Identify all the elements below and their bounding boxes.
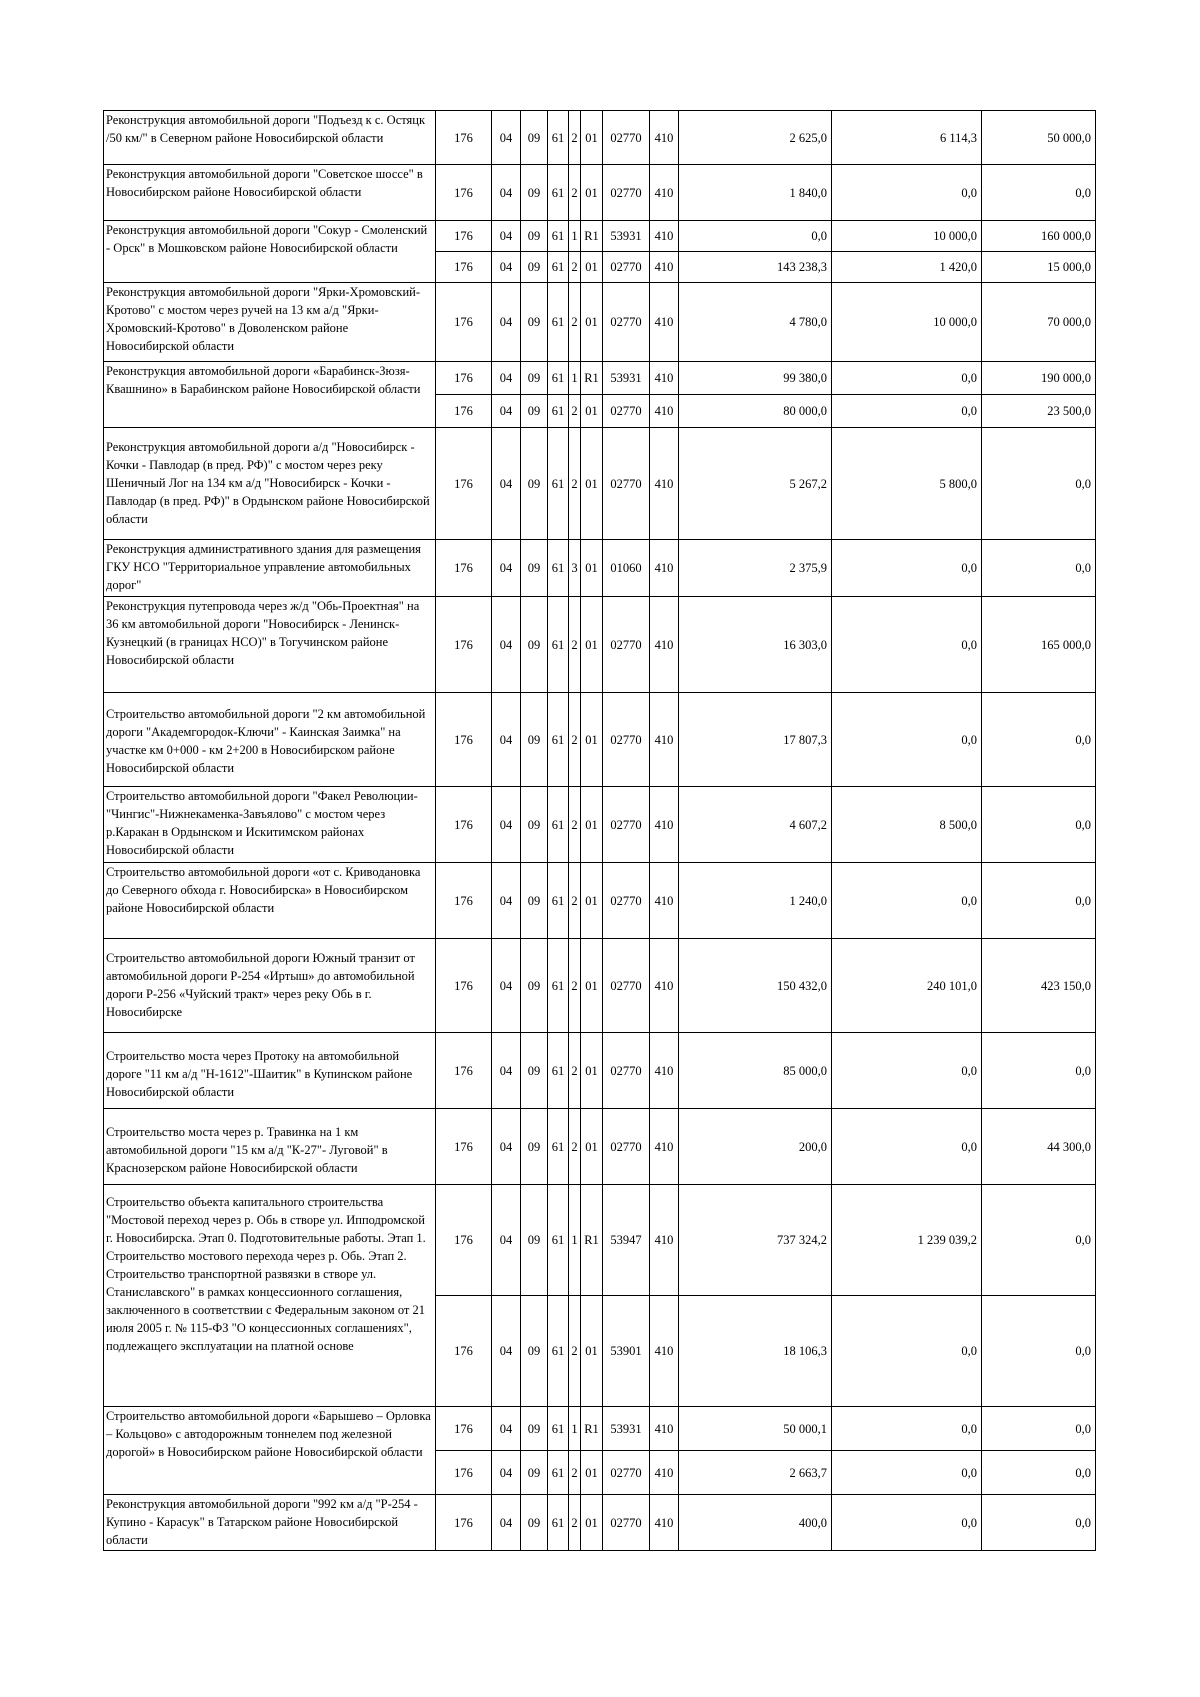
code-program-cell: 61: [548, 221, 569, 252]
amount-year1-cell: 4 780,0: [679, 283, 832, 362]
amount-year2-cell: 0,0: [832, 165, 982, 221]
code-subsection-cell: 09: [521, 1451, 548, 1495]
code-exp-type-cell: 410: [650, 111, 679, 165]
code-exp-type-cell: 410: [650, 1296, 679, 1407]
code-subprogram-cell: 2: [569, 1109, 581, 1185]
code-admin-cell: 176: [436, 221, 492, 252]
amount-year1-cell: 2 663,7: [679, 1451, 832, 1495]
code-program-cell: 61: [548, 597, 569, 693]
code-program-cell: 61: [548, 863, 569, 939]
amount-year3-cell: 190 000,0: [982, 362, 1096, 395]
amount-year3-cell: 165 000,0: [982, 597, 1096, 693]
code-section-cell: 04: [492, 1033, 521, 1109]
amount-year1-cell: 400,0: [679, 1495, 832, 1551]
code-exp-type-cell: 410: [650, 283, 679, 362]
code-direction-cell: 02770: [603, 939, 650, 1033]
code-admin-cell: 176: [436, 1495, 492, 1551]
code-subsection-cell: 09: [521, 1033, 548, 1109]
table-row: [104, 693, 1096, 787]
code-direction-cell: 02770: [603, 165, 650, 221]
code-subsection-cell: 09: [521, 597, 548, 693]
code-subprogram-cell: 2: [569, 597, 581, 693]
code-group-cell: R1: [581, 362, 603, 395]
code-program-cell: 61: [548, 1495, 569, 1551]
code-program-cell: 61: [548, 1109, 569, 1185]
code-admin-cell: 176: [436, 283, 492, 362]
code-section-cell: 04: [492, 540, 521, 597]
code-subsection-cell: 09: [521, 165, 548, 221]
code-group-cell: 01: [581, 165, 603, 221]
code-admin-cell: 176: [436, 787, 492, 863]
code-section-cell: 04: [492, 111, 521, 165]
code-group-cell: R1: [581, 221, 603, 252]
amount-year1-cell: 18 106,3: [679, 1296, 832, 1407]
code-group-cell: 01: [581, 1495, 603, 1551]
amount-year3-cell: 50 000,0: [982, 111, 1096, 165]
code-direction-cell: 02770: [603, 597, 650, 693]
code-exp-type-cell: 410: [650, 1185, 679, 1296]
code-subprogram-cell: 2: [569, 863, 581, 939]
code-subprogram-cell: 2: [569, 428, 581, 540]
code-section-cell: 04: [492, 693, 521, 787]
code-section-cell: 04: [492, 787, 521, 863]
code-exp-type-cell: 410: [650, 1109, 679, 1185]
amount-year1-cell: 1 840,0: [679, 165, 832, 221]
code-direction-cell: 02770: [603, 1495, 650, 1551]
code-program-cell: 61: [548, 1451, 569, 1495]
object-name-cell: Реконструкция автомобильной дороги "Ярки-Хромовский-Кротово" с мостом через ручей на 13 км а/д "Ярки-Хромовский-Кротово" в Доволенском районе Новосибирской области: [104, 283, 436, 362]
amount-year1-cell: 4 607,2: [679, 787, 832, 863]
amount-year2-cell: 0,0: [832, 540, 982, 597]
code-direction-cell: 02770: [603, 1033, 650, 1109]
amount-year3-cell: 0,0: [982, 1185, 1096, 1296]
object-name-cell: Строительство автомобильной дороги Южный транзит от автомобильной дороги Р-254 «Иртыш» до автомобильной дороги Р-256 «Чуйский тракт» через реку Обь в г. Новосибирске: [104, 939, 436, 1033]
amount-year3-cell: 0,0: [982, 1451, 1096, 1495]
amount-year3-cell: 0,0: [982, 1296, 1096, 1407]
code-group-cell: 01: [581, 428, 603, 540]
object-name-cell: Строительство автомобильной дороги "2 км автомобильной дороги "Академгородок-Ключи" - Каинская Заимка" на участке км 0+000 - км 2+200 в Новосибирском районе Новосибирской области: [104, 693, 436, 787]
code-subprogram-cell: 2: [569, 252, 581, 283]
code-subsection-cell: 09: [521, 787, 548, 863]
code-subsection-cell: 09: [521, 395, 548, 428]
code-subsection-cell: 09: [521, 939, 548, 1033]
code-subsection-cell: 09: [521, 1495, 548, 1551]
code-exp-type-cell: 410: [650, 221, 679, 252]
code-subsection-cell: 09: [521, 863, 548, 939]
amount-year3-cell: 0,0: [982, 863, 1096, 939]
code-subsection-cell: 09: [521, 428, 548, 540]
amount-year2-cell: 0,0: [832, 1407, 982, 1451]
code-exp-type-cell: 410: [650, 252, 679, 283]
amount-year2-cell: 0,0: [832, 1296, 982, 1407]
amount-year3-cell: 0,0: [982, 1495, 1096, 1551]
code-admin-cell: 176: [436, 1451, 492, 1495]
table-body: [104, 111, 1096, 1551]
amount-year1-cell: 5 267,2: [679, 428, 832, 540]
amount-year2-cell: 6 114,3: [832, 111, 982, 165]
code-group-cell: R1: [581, 1185, 603, 1296]
code-group-cell: 01: [581, 1451, 603, 1495]
table-row: [104, 1407, 1096, 1451]
code-direction-cell: 02770: [603, 863, 650, 939]
code-admin-cell: 176: [436, 1033, 492, 1109]
code-group-cell: 01: [581, 787, 603, 863]
amount-year1-cell: 143 238,3: [679, 252, 832, 283]
code-program-cell: 61: [548, 1185, 569, 1296]
code-group-cell: R1: [581, 1407, 603, 1451]
code-exp-type-cell: 410: [650, 939, 679, 1033]
code-exp-type-cell: 410: [650, 362, 679, 395]
code-subprogram-cell: 2: [569, 395, 581, 428]
amount-year3-cell: 423 150,0: [982, 939, 1096, 1033]
amount-year1-cell: 0,0: [679, 221, 832, 252]
code-subprogram-cell: 2: [569, 1033, 581, 1109]
table-row: [104, 1109, 1096, 1185]
code-direction-cell: 02770: [603, 787, 650, 863]
amount-year1-cell: 200,0: [679, 1109, 832, 1185]
code-group-cell: 01: [581, 1109, 603, 1185]
code-section-cell: 04: [492, 939, 521, 1033]
amount-year2-cell: 0,0: [832, 1033, 982, 1109]
amount-year3-cell: 0,0: [982, 165, 1096, 221]
code-subprogram-cell: 1: [569, 221, 581, 252]
code-subprogram-cell: 2: [569, 787, 581, 863]
code-subprogram-cell: 1: [569, 1185, 581, 1296]
amount-year3-cell: 0,0: [982, 1033, 1096, 1109]
amount-year2-cell: 1 239 039,2: [832, 1185, 982, 1296]
code-section-cell: 04: [492, 362, 521, 395]
code-group-cell: 01: [581, 1296, 603, 1407]
code-group-cell: 01: [581, 693, 603, 787]
code-admin-cell: 176: [436, 1109, 492, 1185]
code-exp-type-cell: 410: [650, 1407, 679, 1451]
object-name-cell: Строительство автомобильной дороги "Факел Революции-"Чингис"-Нижнекаменка-Завъялово" с мостом через р.Каракан в Ордынском и Искитимском районах Новосибирской области: [104, 787, 436, 863]
code-subsection-cell: 09: [521, 221, 548, 252]
object-name-cell: Реконструкция автомобильной дороги "Сокур - Смоленский - Орск" в Мошковском районе Новосибирской области: [104, 221, 436, 283]
table-row: [104, 111, 1096, 165]
amount-year3-cell: 160 000,0: [982, 221, 1096, 252]
code-direction-cell: 02770: [603, 111, 650, 165]
table-row: [104, 787, 1096, 863]
amount-year3-cell: 23 500,0: [982, 395, 1096, 428]
code-subprogram-cell: 2: [569, 1451, 581, 1495]
code-subsection-cell: 09: [521, 1109, 548, 1185]
amount-year1-cell: 50 000,1: [679, 1407, 832, 1451]
object-name-cell: Строительство автомобильной дороги «от с. Криводановка до Северного обхода г. Новосибирска» в Новосибирском районе Новосибирской области: [104, 863, 436, 939]
amount-year2-cell: 0,0: [832, 1495, 982, 1551]
amount-year3-cell: 0,0: [982, 787, 1096, 863]
code-program-cell: 61: [548, 540, 569, 597]
code-group-cell: 01: [581, 395, 603, 428]
code-section-cell: 04: [492, 428, 521, 540]
code-exp-type-cell: 410: [650, 1451, 679, 1495]
budget-table: [103, 110, 1096, 1551]
code-program-cell: 61: [548, 1407, 569, 1451]
code-section-cell: 04: [492, 1451, 521, 1495]
code-direction-cell: 01060: [603, 540, 650, 597]
code-program-cell: 61: [548, 111, 569, 165]
code-admin-cell: 176: [436, 939, 492, 1033]
code-subprogram-cell: 2: [569, 111, 581, 165]
code-subsection-cell: 09: [521, 362, 548, 395]
code-admin-cell: 176: [436, 693, 492, 787]
code-admin-cell: 176: [436, 863, 492, 939]
amount-year2-cell: 0,0: [832, 1109, 982, 1185]
code-direction-cell: 02770: [603, 428, 650, 540]
table-row: [104, 1185, 1096, 1296]
code-direction-cell: 02770: [603, 283, 650, 362]
code-subprogram-cell: 2: [569, 1495, 581, 1551]
code-subprogram-cell: 2: [569, 165, 581, 221]
amount-year2-cell: 10 000,0: [832, 221, 982, 252]
amount-year1-cell: 99 380,0: [679, 362, 832, 395]
code-subprogram-cell: 2: [569, 693, 581, 787]
code-section-cell: 04: [492, 1296, 521, 1407]
code-program-cell: 61: [548, 1033, 569, 1109]
code-subsection-cell: 09: [521, 111, 548, 165]
code-section-cell: 04: [492, 863, 521, 939]
table-row: [104, 597, 1096, 693]
amount-year1-cell: 17 807,3: [679, 693, 832, 787]
code-admin-cell: 176: [436, 395, 492, 428]
amount-year1-cell: 2 625,0: [679, 111, 832, 165]
code-exp-type-cell: 410: [650, 1495, 679, 1551]
code-admin-cell: 176: [436, 1407, 492, 1451]
code-direction-cell: 53931: [603, 221, 650, 252]
amount-year1-cell: 737 324,2: [679, 1185, 832, 1296]
code-admin-cell: 176: [436, 1296, 492, 1407]
code-group-cell: 01: [581, 1033, 603, 1109]
table-row: [104, 1033, 1096, 1109]
code-subsection-cell: 09: [521, 693, 548, 787]
code-admin-cell: 176: [436, 252, 492, 283]
code-direction-cell: 53901: [603, 1296, 650, 1407]
amount-year2-cell: 240 101,0: [832, 939, 982, 1033]
code-section-cell: 04: [492, 597, 521, 693]
table-row: [104, 540, 1096, 597]
code-admin-cell: 176: [436, 362, 492, 395]
code-program-cell: 61: [548, 252, 569, 283]
amount-year2-cell: 10 000,0: [832, 283, 982, 362]
amount-year1-cell: 85 000,0: [679, 1033, 832, 1109]
amount-year2-cell: 1 420,0: [832, 252, 982, 283]
code-section-cell: 04: [492, 165, 521, 221]
code-program-cell: 61: [548, 165, 569, 221]
amount-year2-cell: 0,0: [832, 1451, 982, 1495]
code-program-cell: 61: [548, 428, 569, 540]
table-row: [104, 362, 1096, 395]
code-section-cell: 04: [492, 221, 521, 252]
code-direction-cell: 02770: [603, 693, 650, 787]
code-group-cell: 01: [581, 283, 603, 362]
code-direction-cell: 53931: [603, 362, 650, 395]
code-section-cell: 04: [492, 395, 521, 428]
amount-year1-cell: 80 000,0: [679, 395, 832, 428]
code-program-cell: 61: [548, 395, 569, 428]
code-program-cell: 61: [548, 283, 569, 362]
code-exp-type-cell: 410: [650, 540, 679, 597]
code-group-cell: 01: [581, 597, 603, 693]
code-subsection-cell: 09: [521, 540, 548, 597]
code-program-cell: 61: [548, 939, 569, 1033]
amount-year1-cell: 1 240,0: [679, 863, 832, 939]
amount-year1-cell: 16 303,0: [679, 597, 832, 693]
amount-year3-cell: 0,0: [982, 693, 1096, 787]
code-direction-cell: 02770: [603, 395, 650, 428]
code-section-cell: 04: [492, 252, 521, 283]
code-direction-cell: 02770: [603, 1451, 650, 1495]
code-subsection-cell: 09: [521, 283, 548, 362]
object-name-cell: Строительство моста через Протоку на автомобильной дороге "11 км а/д "Н-1612"-Шаитик" в Купинском районе Новосибирской области: [104, 1033, 436, 1109]
code-direction-cell: 02770: [603, 252, 650, 283]
amount-year3-cell: 44 300,0: [982, 1109, 1096, 1185]
code-program-cell: 61: [548, 787, 569, 863]
code-group-cell: 01: [581, 111, 603, 165]
amount-year3-cell: 0,0: [982, 428, 1096, 540]
code-subprogram-cell: 2: [569, 939, 581, 1033]
object-name-cell: Реконструкция автомобильной дороги а/д "Новосибирск - Кочки - Павлодар (в пред. РФ)" с мостом через реку Шеничный Лог на 134 км а/д "Новосибирск - Кочки - Павлодар (в пред. РФ)" в Ордынском районе Новосибирской области: [104, 428, 436, 540]
amount-year1-cell: 150 432,0: [679, 939, 832, 1033]
code-program-cell: 61: [548, 362, 569, 395]
object-name-cell: Реконструкция автомобильной дороги «Барабинск-Зюзя-Квашнино» в Барабинском районе Новосибирской области: [104, 362, 436, 428]
code-subsection-cell: 09: [521, 252, 548, 283]
code-exp-type-cell: 410: [650, 863, 679, 939]
code-subsection-cell: 09: [521, 1296, 548, 1407]
object-name-cell: Строительство объекта капитального строительства "Мостовой переход через р. Обь в створе ул. Ипподромской г. Новосибирска. Этап 0. Подготовительные работы. Этап 1. Строительство мостового перехода через р. Обь. Этап 2. Строительство транспортной развязки в створе ул. Станиславского" в рамках концессионного соглашения, заключенного в соответствии с Федеральным законом от 21 июля 2005 г. № 115-ФЗ "О концессионных соглашениях", подлежащего эксплуатации на платной основе: [104, 1185, 436, 1407]
table-row: [104, 863, 1096, 939]
code-group-cell: 01: [581, 863, 603, 939]
code-subprogram-cell: 3: [569, 540, 581, 597]
code-program-cell: 61: [548, 693, 569, 787]
code-group-cell: 01: [581, 540, 603, 597]
object-name-cell: Реконструкция автомобильной дороги "Подъезд к с. Остяцк /50 км/" в Северном районе Новосибирской области: [104, 111, 436, 165]
object-name-cell: Реконструкция автомобильной дороги "Советское шоссе" в Новосибирском районе Новосибирской области: [104, 165, 436, 221]
code-admin-cell: 176: [436, 111, 492, 165]
amount-year3-cell: 0,0: [982, 1407, 1096, 1451]
table-row: [104, 939, 1096, 1033]
code-exp-type-cell: 410: [650, 693, 679, 787]
amount-year2-cell: 0,0: [832, 362, 982, 395]
code-admin-cell: 176: [436, 540, 492, 597]
code-subprogram-cell: 2: [569, 1296, 581, 1407]
table-row: [104, 165, 1096, 221]
object-name-cell: Реконструкция административного здания для размещения ГКУ НСО "Территориальное управление автомобильных дорог": [104, 540, 436, 597]
code-subsection-cell: 09: [521, 1185, 548, 1296]
amount-year2-cell: 0,0: [832, 863, 982, 939]
code-section-cell: 04: [492, 1109, 521, 1185]
amount-year3-cell: 70 000,0: [982, 283, 1096, 362]
code-group-cell: 01: [581, 252, 603, 283]
amount-year2-cell: 0,0: [832, 597, 982, 693]
code-exp-type-cell: 410: [650, 597, 679, 693]
code-exp-type-cell: 410: [650, 1033, 679, 1109]
object-name-cell: Строительство моста через р. Травинка на 1 км автомобильной дороги "15 км а/д "К-27"- Луговой" в Краснозерском районе Новосибирской области: [104, 1109, 436, 1185]
code-exp-type-cell: 410: [650, 787, 679, 863]
code-section-cell: 04: [492, 283, 521, 362]
code-section-cell: 04: [492, 1495, 521, 1551]
code-direction-cell: 53947: [603, 1185, 650, 1296]
code-admin-cell: 176: [436, 1185, 492, 1296]
amount-year2-cell: 5 800,0: [832, 428, 982, 540]
code-section-cell: 04: [492, 1407, 521, 1451]
code-admin-cell: 176: [436, 597, 492, 693]
table-row: [104, 283, 1096, 362]
amount-year3-cell: 0,0: [982, 540, 1096, 597]
table-row: [104, 428, 1096, 540]
code-program-cell: 61: [548, 1296, 569, 1407]
code-admin-cell: 176: [436, 428, 492, 540]
amount-year3-cell: 15 000,0: [982, 252, 1096, 283]
code-direction-cell: 53931: [603, 1407, 650, 1451]
object-name-cell: Реконструкция путепровода через ж/д "Обь-Проектная" на 36 км автомобильной дороги "Новосибирск - Ленинск-Кузнецкий (в границах НСО)" в Тогучинском районе Новосибирской области: [104, 597, 436, 693]
amount-year2-cell: 0,0: [832, 395, 982, 428]
code-subprogram-cell: 1: [569, 362, 581, 395]
code-exp-type-cell: 410: [650, 428, 679, 540]
code-exp-type-cell: 410: [650, 395, 679, 428]
code-admin-cell: 176: [436, 165, 492, 221]
code-exp-type-cell: 410: [650, 165, 679, 221]
table-row: [104, 221, 1096, 252]
code-section-cell: 04: [492, 1185, 521, 1296]
code-subprogram-cell: 1: [569, 1407, 581, 1451]
code-group-cell: 01: [581, 939, 603, 1033]
code-subprogram-cell: 2: [569, 283, 581, 362]
table-row: [104, 1495, 1096, 1551]
object-name-cell: Реконструкция автомобильной дороги "992 км а/д "Р-254 - Купино - Карасук" в Татарском районе Новосибирской области: [104, 1495, 436, 1551]
amount-year1-cell: 2 375,9: [679, 540, 832, 597]
object-name-cell: Строительство автомобильной дороги «Барышево – Орловка – Кольцово» с автодорожным тоннелем под железной дорогой» в Новосибирском районе Новосибирской области: [104, 1407, 436, 1495]
amount-year2-cell: 8 500,0: [832, 787, 982, 863]
amount-year2-cell: 0,0: [832, 693, 982, 787]
code-subsection-cell: 09: [521, 1407, 548, 1451]
code-direction-cell: 02770: [603, 1109, 650, 1185]
